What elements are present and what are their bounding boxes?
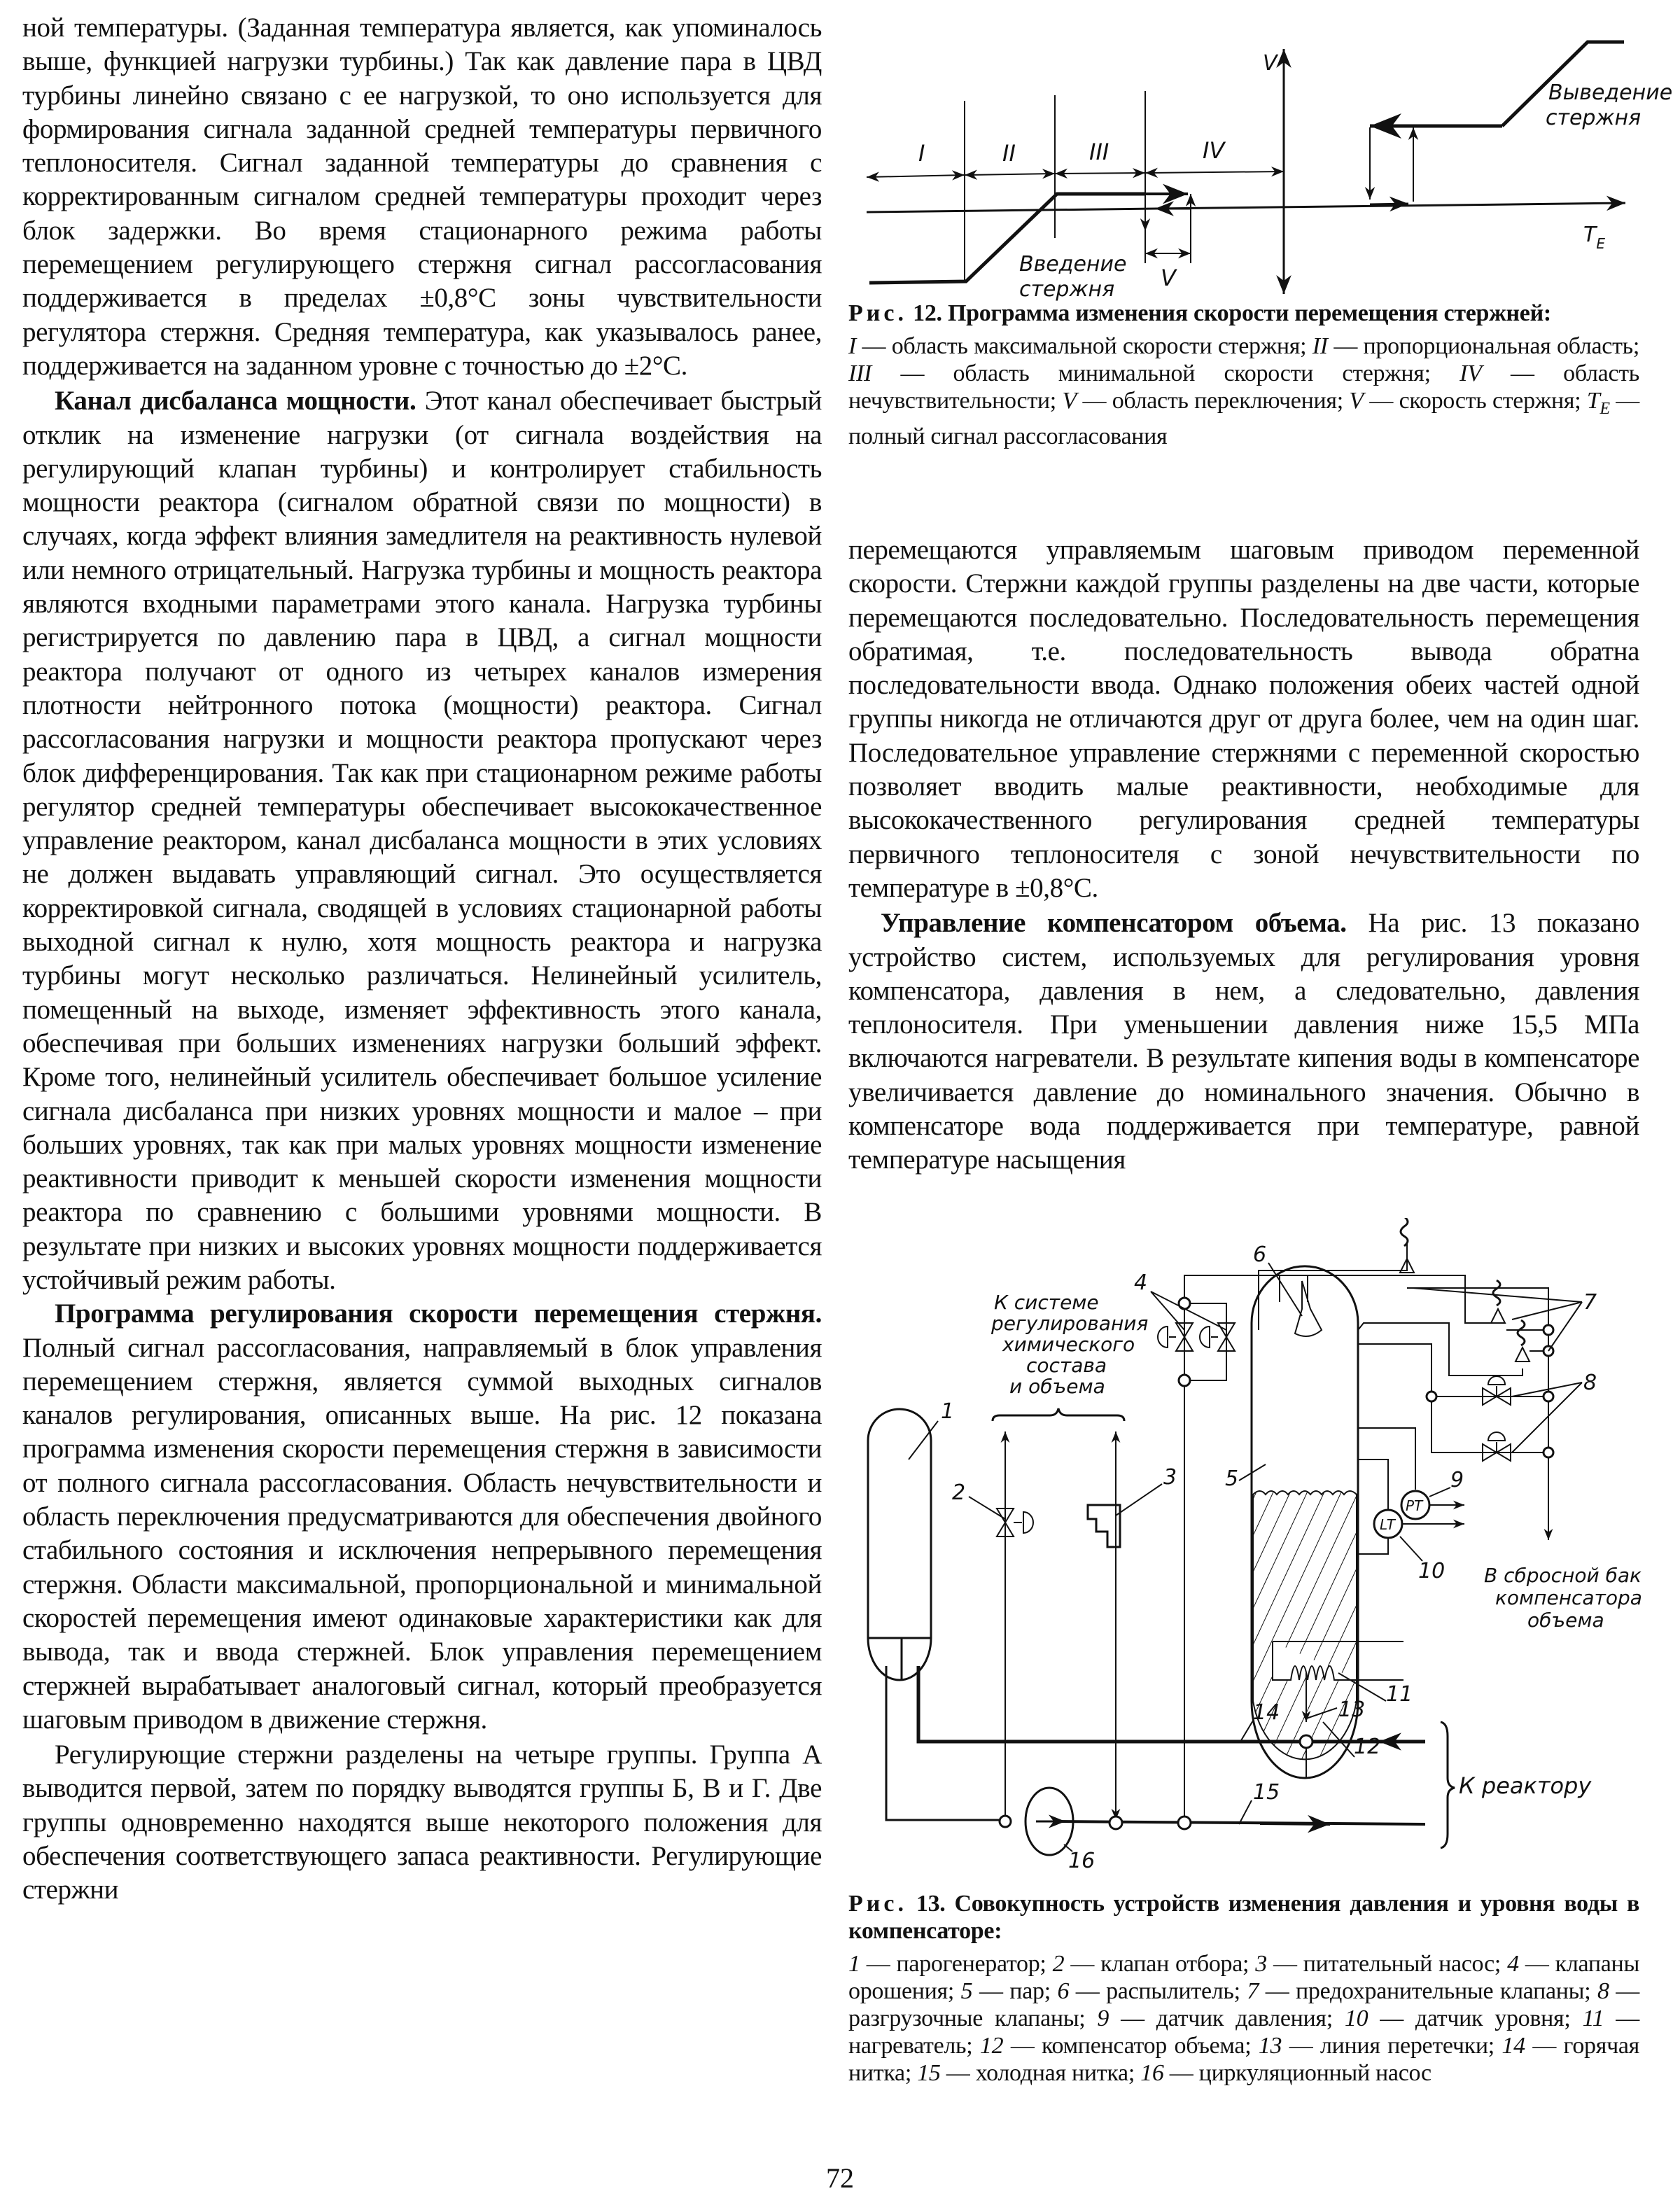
legend-entry bbox=[961, 1978, 1058, 2004]
relief-valve-spring bbox=[1493, 1280, 1500, 1306]
legend-key: 13 bbox=[1258, 2033, 1282, 2059]
junction bbox=[1110, 1816, 1122, 1829]
junction bbox=[1178, 1816, 1191, 1829]
valve-actuator bbox=[1158, 1326, 1176, 1348]
pt-label: PT bbox=[1406, 1497, 1423, 1514]
relief-valve-spring bbox=[1401, 1218, 1408, 1246]
legend-key: 1 bbox=[848, 1951, 860, 1977]
legend-entry bbox=[1259, 2033, 1502, 2059]
legend-entry bbox=[1247, 1978, 1597, 2004]
legend-entry bbox=[1097, 2005, 1344, 2031]
legend-text: — датчик уровня; bbox=[1368, 2005, 1583, 2031]
label-number: 6 bbox=[1253, 1242, 1267, 1267]
zone-i-span bbox=[867, 175, 965, 177]
label-number: 9 bbox=[1450, 1468, 1464, 1492]
legend-key: 16 bbox=[1140, 2060, 1164, 2086]
caption-title bbox=[848, 1890, 1639, 1945]
legend-entry bbox=[1312, 333, 1639, 359]
chem-system-brace bbox=[993, 1408, 1124, 1421]
legend-key: 11 bbox=[1582, 2005, 1604, 2031]
paragraph: Регулирующие стержни разделены на четыре группы. Группа А выводится первой, затем по порядку выводятся группы Б, В и Г. Две группы одновременно находятся выше некоторого положения для обеспечения соответствующего запаса реактивности. Регулирующие стержни bbox=[22, 1740, 822, 1905]
caption-number: 13. bbox=[916, 1891, 946, 1917]
figure-13-caption bbox=[848, 1890, 1639, 2087]
rod-speed-program-diagram bbox=[840, 28, 1680, 308]
leader-line bbox=[1400, 1536, 1422, 1561]
figure-12-caption bbox=[848, 300, 1639, 450]
leader-line bbox=[1413, 1288, 1582, 1302]
junction bbox=[1544, 1448, 1553, 1457]
legend-entry bbox=[1255, 1951, 1507, 1977]
legend-text: — холодная нитка; bbox=[940, 2060, 1141, 2086]
legend-text: — нагреватель; bbox=[848, 2005, 1639, 2059]
legend-text: — линия перетечки; bbox=[1282, 2033, 1502, 2059]
legend-key: 7 bbox=[1247, 1978, 1259, 2004]
legend-entry bbox=[1345, 2005, 1583, 2031]
legend-key: II bbox=[1312, 333, 1328, 359]
label-number: 16 bbox=[1068, 1849, 1096, 1873]
legend-key: I bbox=[848, 333, 857, 359]
leader-line bbox=[1240, 1721, 1253, 1742]
legend-key: 15 bbox=[917, 2060, 941, 2086]
legend-key: 10 bbox=[1344, 2005, 1368, 2031]
label-number: 5 bbox=[1225, 1466, 1239, 1491]
legend-text: — разгрузочные клапаны; bbox=[848, 1978, 1639, 2031]
legend-entry bbox=[1349, 388, 1587, 414]
label-number: 3 bbox=[1163, 1465, 1177, 1490]
porv-line bbox=[1358, 1344, 1548, 1452]
legend-text: — область переключения; bbox=[1076, 388, 1350, 414]
label-number: 4 bbox=[1134, 1270, 1148, 1295]
lt-line bbox=[1358, 1536, 1388, 1554]
caption-prefix: Рис. bbox=[848, 1891, 907, 1917]
label-number: 12 bbox=[1354, 1735, 1381, 1759]
relief-line bbox=[1358, 1323, 1522, 1376]
legend-text: — область максимальной скорости стержня; bbox=[856, 333, 1312, 359]
label-number: 10 bbox=[1418, 1559, 1446, 1583]
junction bbox=[1000, 1816, 1011, 1827]
chem-system-label: К системе bbox=[994, 1291, 1099, 1314]
dump-tank-label: компенсатора bbox=[1495, 1586, 1642, 1609]
valve-actuator bbox=[1200, 1326, 1218, 1348]
caption-legend bbox=[848, 1950, 1639, 2087]
label-number: 8 bbox=[1583, 1371, 1597, 1395]
legend-key: 6 bbox=[1057, 1978, 1070, 2004]
relief-valve-7 bbox=[1491, 1309, 1505, 1323]
lt-label: LT bbox=[1380, 1516, 1396, 1533]
legend-entry bbox=[917, 2060, 1140, 2086]
zone-iv-span bbox=[1145, 172, 1284, 173]
legend-text: — горячая нитка; bbox=[848, 2033, 1639, 2086]
te-axis bbox=[867, 203, 1625, 212]
legend-key: V bbox=[1062, 388, 1077, 414]
legend-key: 14 bbox=[1502, 2033, 1525, 2059]
page-number: 72 bbox=[826, 2162, 854, 2194]
dump-tank-label: В сбросной бак bbox=[1484, 1564, 1642, 1587]
legend-entry bbox=[1140, 2060, 1432, 2086]
zone-label-iv: IV bbox=[1203, 137, 1225, 164]
lt-line bbox=[1358, 1460, 1388, 1512]
legend-key: V bbox=[1349, 388, 1364, 414]
junction bbox=[1179, 1375, 1190, 1386]
pressurizer-system-diagram bbox=[840, 1218, 1680, 1890]
figure-12-diagram bbox=[840, 28, 1680, 308]
legend-key: $T_E$ bbox=[1586, 388, 1610, 418]
leader-line bbox=[1151, 1292, 1226, 1330]
left-text-column bbox=[22, 11, 822, 1907]
legend-text: — полный сигнал рассогласования bbox=[848, 388, 1639, 449]
legend-key: 2 bbox=[1052, 1951, 1065, 1977]
paragraph-text: Полный сигнал рассогласования, направляемый в блок управления перемещением стержня, является суммой выходных сигналов каналов регулирования, описанных выше. На рис. 12 показана программа изменения скорости перемещения стержня в зависимости от полного сигнала рассогласования. Область нечувствительности и область переключения предусматриваются для обеспечения двойного стабильного состояния и исключения непрерывного перемещения стержня. Области максимальной, пропорциональной и минимальной скоростей перемещения имеют одинаковые характеристики как для вывода, так и ввода стержней. Блок управления перемещением стержней вырабатывает аналоговый сигнал, который преобразуется шаговым приводом в движение стержня. bbox=[22, 1332, 822, 1735]
legend-text: — предохранительные клапаны; bbox=[1259, 1978, 1597, 2004]
relief-valve-spring bbox=[1518, 1320, 1525, 1345]
legend-entry bbox=[980, 2033, 1259, 2059]
legend-text: — область нечувствительности; bbox=[848, 360, 1640, 414]
legend-text: — питательный насос; bbox=[1266, 1951, 1508, 1977]
section-heading: Программа регулирования скорости перемещения стержня. bbox=[55, 1298, 822, 1329]
legend-text: — датчик давления; bbox=[1109, 2005, 1345, 2031]
legend-text: — скорость стержня; bbox=[1363, 388, 1587, 414]
legend-key: IV bbox=[1460, 360, 1482, 386]
legend-text: — область минимальной скорости стержня; bbox=[872, 360, 1460, 386]
caption-title bbox=[848, 300, 1639, 327]
junction bbox=[1544, 1392, 1553, 1401]
paragraph bbox=[22, 384, 822, 1297]
leader-line bbox=[1116, 1484, 1162, 1516]
insertion-label: стержня bbox=[1019, 277, 1115, 302]
te-axis-label: $T_E$ bbox=[1583, 223, 1605, 252]
steam-generator bbox=[868, 1409, 931, 1680]
chem-system-label: состава bbox=[1026, 1354, 1107, 1377]
label-number: 1 bbox=[941, 1399, 955, 1424]
right-text-column bbox=[848, 533, 1639, 1177]
leader-line bbox=[909, 1421, 938, 1460]
leader-line bbox=[1429, 1488, 1450, 1497]
v-axis-label: V bbox=[1263, 51, 1278, 76]
zone-label-iii: III bbox=[1089, 139, 1110, 165]
section-heading: Управление компенсатором объема. bbox=[881, 908, 1347, 939]
legend-key: 5 bbox=[960, 1978, 973, 2004]
reactor-brace bbox=[1441, 1722, 1455, 1848]
relief-line bbox=[1259, 1245, 1407, 1330]
paragraph-text: Этот канал обеспечивает быстрый отклик на изменение нагрузки (от сигнала воздействия на регулирующий клапан турбины) и контролирует стабильность мощности реактора (сигналом обратной связи по мощности) в случаях, когда эффект влияния замедлителя на реактивность нулевой или немного отрицательный. Нагрузка турбины и мощность реактора являются входными параметрами этого канала. Нагрузка турбины регистрируется по давлению пара в ЦВД, а сигнал мощности реактора получают от одного из четырех каналов измерения плотности нейтронного потока (мощности) реактора. Сигнал рассогласования нагрузки и мощности реактора пропускают через блок дифференцирования. Так как при стационарном режиме работы регулятор средней температуры обеспечивает высококачественное управление реактором, канал дисбаланса мощности в этих условиях не должен выдавать управляющий сигнал. Это осуществляется корректировкой сигнала, сводящей в условиях стационарной работы выходной сигнал к нулю, хотя мощность реактора и нагрузка турбины могут несколько различаться. Нелинейный усилитель, помещенный на выходе, изменяет эффективность этого канала, обеспечивая при больших изменениях нагрузки больший эффект. Кроме того, нелинейный усилитель обеспечивает большое усиление сигнала дисбаланса при низких уровнях мощности и малое – при больших уровнях, так как при малых уровнях мощности изменение реактивности приводит к меньшей скорости изменения мощности реактора по сравнению с большими уровнями мощности. В результате при низких и высоких уровнях мощности поддерживается устойчивый режим работы. bbox=[22, 386, 822, 1295]
cold-leg-arrow bbox=[1260, 1823, 1330, 1824]
legend-key: 9 bbox=[1097, 2005, 1110, 2031]
label-number: 7 bbox=[1583, 1290, 1597, 1315]
leader-line bbox=[1151, 1292, 1184, 1330]
withdrawal-label: стержня bbox=[1546, 106, 1642, 130]
legend-text: — клапаны орошения; bbox=[848, 1951, 1639, 2004]
legend-text: — пропорциональная область; bbox=[1327, 333, 1639, 359]
caption-prefix: Рис. bbox=[848, 300, 907, 326]
legend-entry bbox=[848, 1951, 1053, 1977]
junction bbox=[1544, 1325, 1553, 1335]
caption-legend bbox=[848, 332, 1639, 450]
reactor-label: К реактору bbox=[1459, 1772, 1592, 1799]
legend-entry bbox=[848, 333, 1312, 359]
relief-line bbox=[1308, 1275, 1498, 1323]
dump-tank-label: объема bbox=[1527, 1609, 1604, 1632]
label-number: 2 bbox=[952, 1480, 966, 1505]
legend-key: 3 bbox=[1255, 1951, 1267, 1977]
paragraph bbox=[22, 1297, 822, 1737]
legend-text: — клапан отбора; bbox=[1064, 1951, 1256, 1977]
zone-iii-span bbox=[1055, 173, 1145, 174]
section-heading: Канал дисбаланса мощности. bbox=[55, 386, 416, 416]
legend-entry bbox=[1053, 1951, 1256, 1977]
zone-ii-span bbox=[965, 174, 1055, 175]
legend-key: 8 bbox=[1597, 1978, 1609, 2004]
zone-label-i: I bbox=[918, 140, 925, 167]
junction bbox=[1300, 1735, 1312, 1748]
chem-system-label: регулирования bbox=[991, 1312, 1149, 1335]
leader-line bbox=[1239, 1800, 1252, 1824]
zone-label-ii: II bbox=[1002, 140, 1016, 167]
chem-system-label: и объема bbox=[1009, 1375, 1105, 1398]
legend-entry bbox=[1062, 388, 1349, 414]
legend-key: 4 bbox=[1507, 1951, 1519, 1977]
insertion-label: Введение bbox=[1019, 252, 1127, 276]
legend-entry bbox=[848, 360, 1460, 386]
legend-entry bbox=[1057, 1978, 1247, 2004]
paragraph: ной температуры. (Заданная температура является, как упоминалось выше, функцией нагрузки турбины.) Так как давление пара в ЦВД турбины линейно связано с ее нагрузкой, то оно используется для формирования сигнала заданной средней температуры первичного теплоносителя. Сигнал заданной температуры до сравнения с корректированным сигналом средней температуры проходит через блок задержки. Во время стационарного режима работы перемещением регулирующего стержня сигнал рассогласования поддерживается в пределах ±0,8°С зоны чувствительности регулятора стержня. Средняя температура, как указывалось ранее, поддерживается на заданном уровне с точностью до ±2°С. bbox=[22, 13, 822, 381]
caption-title-text: Совокупность устройств изменения давления и уровня воды в компенсаторе: bbox=[848, 1891, 1640, 1944]
paragraph: перемещаются управляемым шаговым приводом переменной скорости. Стержни каждой группы разделены на две части, которые перемещаются последовательно. Последовательность перемещения обратимая, т.е. последовательность вывода обратна последовательности ввода. Однако положения обеих частей одной группы никогда не отличаются друг от друга более, чем на один шаг. Последовательное управление стержнями с переменной скоростью позволяет вводить малые реактивности, необходимые для высококачественного регулирования средней температуры первичного теплоносителя с зоной нечувствительности по температуре в ±0,8°С. bbox=[848, 535, 1639, 903]
valve-actuator bbox=[1014, 1512, 1033, 1533]
legend-key: III bbox=[848, 360, 872, 386]
paragraph-text: На рис. 13 показано устройство систем, используемых для регулирования уровня компенсатора, давления в нем, а следовательно, давления теплоносителя. При уменьшении давления ниже 15,5 МПа включаются нагреватели. В результате кипения воды в компенсаторе увеличивается давление до номинального значения. Обычно в компенсаторе вода поддерживается при температуре, равной температуре насыщения bbox=[848, 908, 1639, 1175]
junction bbox=[1427, 1392, 1436, 1401]
label-number: 15 bbox=[1253, 1780, 1280, 1805]
relief-valve-7 bbox=[1516, 1348, 1530, 1362]
withdrawal-label: Выведение bbox=[1548, 80, 1673, 105]
label-number: 11 bbox=[1386, 1682, 1413, 1707]
legend-text: — циркуляционный насос bbox=[1163, 2060, 1432, 2086]
legend-text: — распылитель; bbox=[1069, 1978, 1247, 2004]
chem-system-label: химического bbox=[1002, 1333, 1135, 1356]
paragraph bbox=[848, 906, 1639, 1177]
legend-key: 12 bbox=[979, 2033, 1004, 2059]
legend-text: — парогенератор; bbox=[860, 1951, 1053, 1977]
label-number: 13 bbox=[1338, 1698, 1366, 1722]
legend-text: — компенсатор объема; bbox=[1003, 2033, 1259, 2059]
zone-label-v: V bbox=[1161, 265, 1176, 291]
spray-bypass bbox=[1184, 1303, 1226, 1380]
caption-title-text: Программа изменения скорости перемещения стержней: bbox=[947, 300, 1551, 326]
caption-number: 12. bbox=[913, 300, 942, 326]
figure-13-diagram bbox=[840, 1218, 1680, 1890]
legend-text: — пар; bbox=[972, 1978, 1058, 2004]
label-number: 14 bbox=[1253, 1700, 1280, 1725]
